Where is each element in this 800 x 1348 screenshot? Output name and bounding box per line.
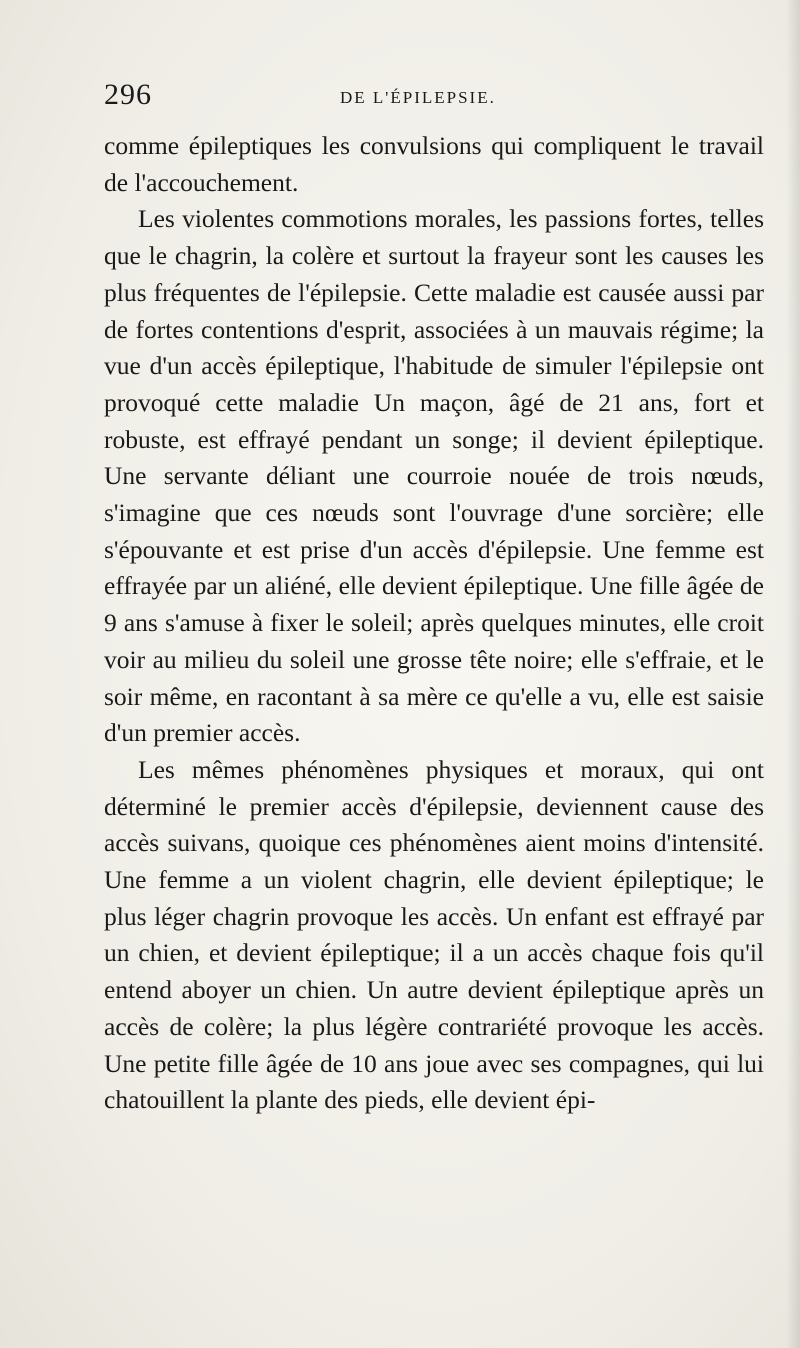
page-number: 296 <box>104 78 152 111</box>
paragraph-continuation: comme épileptiques les convulsions qui compliquent le travail de l'accouchement. <box>104 131 764 197</box>
page-edge-shadow <box>786 0 800 1348</box>
paragraph-causes: Les violentes commotions morales, les passions fortes, telles que le chagrin, la colère et surtout la frayeur sont les causes les plus fréquentes de l'épilepsie. Cette maladie est causée aussi par de fortes contentions d'esprit, associées à un mauvais régime; la vue d'un accès épileptique, l'habitude de simuler l'épilepsie ont provoqué cette maladie Un maçon, âgé de 21 ans, fort et robuste, est effrayé pendant un songe; il devient épileptique. Une servante déliant une courroie nouée de trois nœuds, s'imagine que ces nœuds sont l'ouvrage d'une sorcière; elle s'épouvante et est prise d'un accès d'épilepsie. Une femme est effrayée par un aliéné, elle devient épileptique. Une fille âgée de 9 ans s'amuse à fixer le soleil; après quelques minutes, elle croit voir au milieu du soleil une grosse tête noire; elle s'effraie, et le soir même, en racontant à sa mère ce qu'elle a vu, elle est saisie d'un premier accès. <box>104 204 764 748</box>
body-text <box>104 128 764 1119</box>
paragraph-recurrence: Les mêmes phénomènes physiques et moraux, qui ont déterminé le premier accès d'épilepsie, deviennent cause des accès suivans, quoique ces phénomènes aient moins d'intensité. Une femme a un violent chagrin, elle devient épileptique; le plus léger chagrin provoque les accès. Un enfant est effrayé par un chien, et devient épileptique; il a un accès chaque fois qu'il entend aboyer un chien. Un autre devient épileptique après un accès de colère; la plus légère contrariété provoque les accès. Une petite fille âgée de 10 ans joue avec ses compagnes, qui lui chatouillent la plante des pieds, elle devient épi- <box>104 754 764 1115</box>
running-head: DE L'ÉPILEPSIE. <box>340 88 496 107</box>
page-header <box>104 78 764 122</box>
